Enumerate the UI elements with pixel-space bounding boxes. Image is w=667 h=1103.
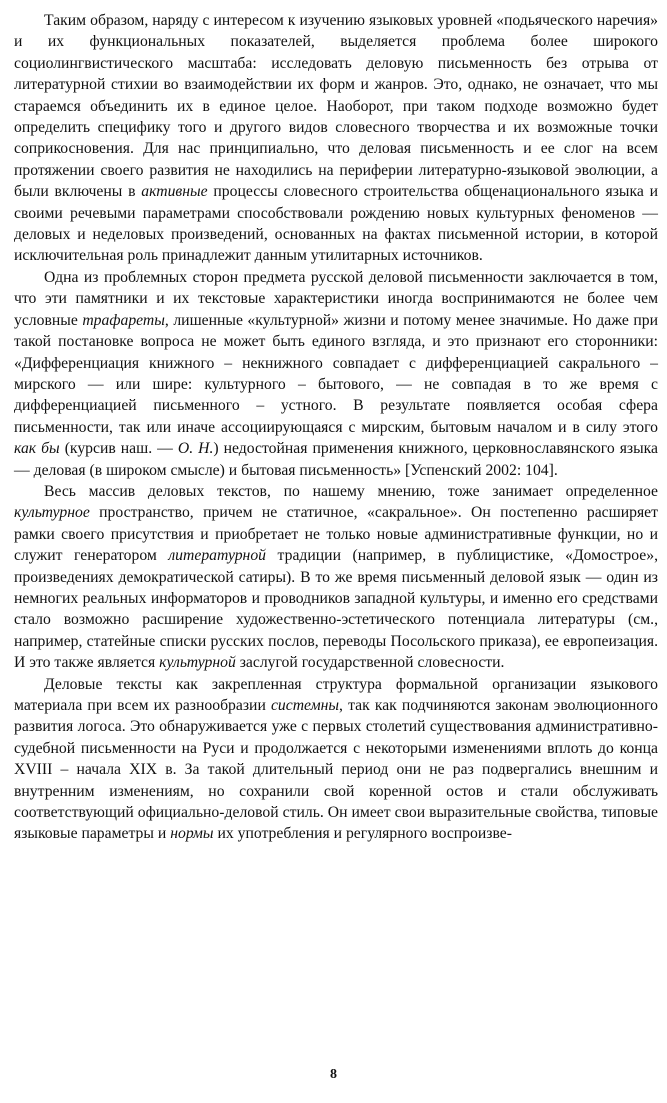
text-segment: заслугой государственной словесности.: [235, 654, 505, 672]
italic-segment: трафареты: [82, 311, 165, 329]
text-segment: процессы словесного строительства общенационального языка и своими речевыми параметрами способствовали рождению новых культурных феноменов — деловых и неделовых произведений, основанных на фактах письменной истории, в которой исключительная роль принадлежит данным утилитарных источников.: [14, 183, 658, 265]
paragraph-3: [14, 481, 658, 674]
text-segment: , так как подчиняются законам эволюционного развития логоса. Это обнаруживается уже с первых столетий существования административно-судебной письменности на Руси и продолжается с некоторыми изменениями вплоть до конца XVIII – начала XIX в. За такой длительный период они не раз подвергались внешним и внутренним изменениям, но сохранили свой коренной остов и стали обслуживать соответствующий официально-деловой стиль. Он имеет свои выразительные свойства, типовые языковые параметры и: [14, 697, 658, 843]
italic-segment: культурной: [159, 654, 236, 672]
paragraph-2: [14, 267, 658, 481]
text-segment: , лишенные «культурной» жизни и потому менее значимые. Но даже при такой постановке вопроса не может быть единого взгляда, и это признают его сторонники: «Дифференциация книжного – некнижного совпадает с дифференциацией сакрального – мирского — или шире: культурного – бытового, — не совпадая в то же время с дифференциацией письменного – устного. В результате появляется особая сфера письменности, так или иначе ассоциирующаяся с мирским, бытовым началом и в силу этого: [14, 311, 659, 436]
text-segment: Таким образом, наряду с интересом к изучению языковых уровней «подьяческого наречия» и их функциональных показателей, выделяется проблема более широкого социолингвистического масштаба: исследовать деловую письменность без отрыва от литературной стихии во взаимодействии их форм и жанров. Это, однако, не означает, что мы стараемся объединить их в единое целое. Наоборот, при таком подходе возможно будет определить специфику того и другого видов словесного творчества и их возможные точки соприкосновения. Для нас принципиально, что деловая письменность и ее слог на всем протяжении своего развития не находились на периферии литературно-языковой эволюции, а были включены в: [14, 12, 658, 201]
italic-segment: литературной: [168, 547, 267, 565]
text-segment: Деловые тексты как закрепленная структура формальной организации языкового материала при всем их разнообразии: [14, 675, 658, 714]
text-segment: Одна из проблемных сторон предмета русской деловой письменности заключается в том, что эти памятники и их текстовые характеристики иногда воспринимаются не более чем условные: [14, 268, 658, 329]
text-segment: традиции (например, в публицистике, «Домострое», произведениях демократической сатиры). В то же время письменный деловой язык — один из немногих реальных информаторов и проводников западной культуры, и именно его средствами стало возможно расширение художественно-эстетического потенциала литературы (см., например, статейные списки русских послов, переводы Посольского приказа), ее европеизация. И это также является: [14, 547, 658, 672]
text-segment: ) недостойная применения книжного, церковнославянского языка — деловая (в широком смысле) и бытовая письменность» [Успенский 2002: 104].: [14, 440, 658, 479]
text-segment: их употребления и регулярного воспроизве-: [213, 825, 512, 843]
italic-segment: системны: [270, 697, 340, 714]
italic-segment: как бы: [14, 440, 60, 458]
text-segment: Весь массив деловых текстов, по нашему мнению, тоже занимает определенное: [44, 482, 658, 500]
italic-segment: нормы: [170, 825, 214, 843]
italic-segment: активные: [141, 183, 208, 201]
text-segment: (курсив наш. —: [59, 440, 178, 458]
text-segment: пространство, причем не статичное, «сакральное». Он постепенно расширяет рамки своего присутствия и приобретает не только новые административные функции, но и служит генератором: [14, 504, 658, 565]
italic-segment: культурное: [14, 504, 90, 522]
paragraph-1: [14, 10, 658, 267]
page-number: 8: [330, 1067, 337, 1082]
page-body: [14, 10, 658, 845]
italic-segment: О. Н.: [177, 440, 214, 458]
paragraph-4: [14, 674, 658, 845]
